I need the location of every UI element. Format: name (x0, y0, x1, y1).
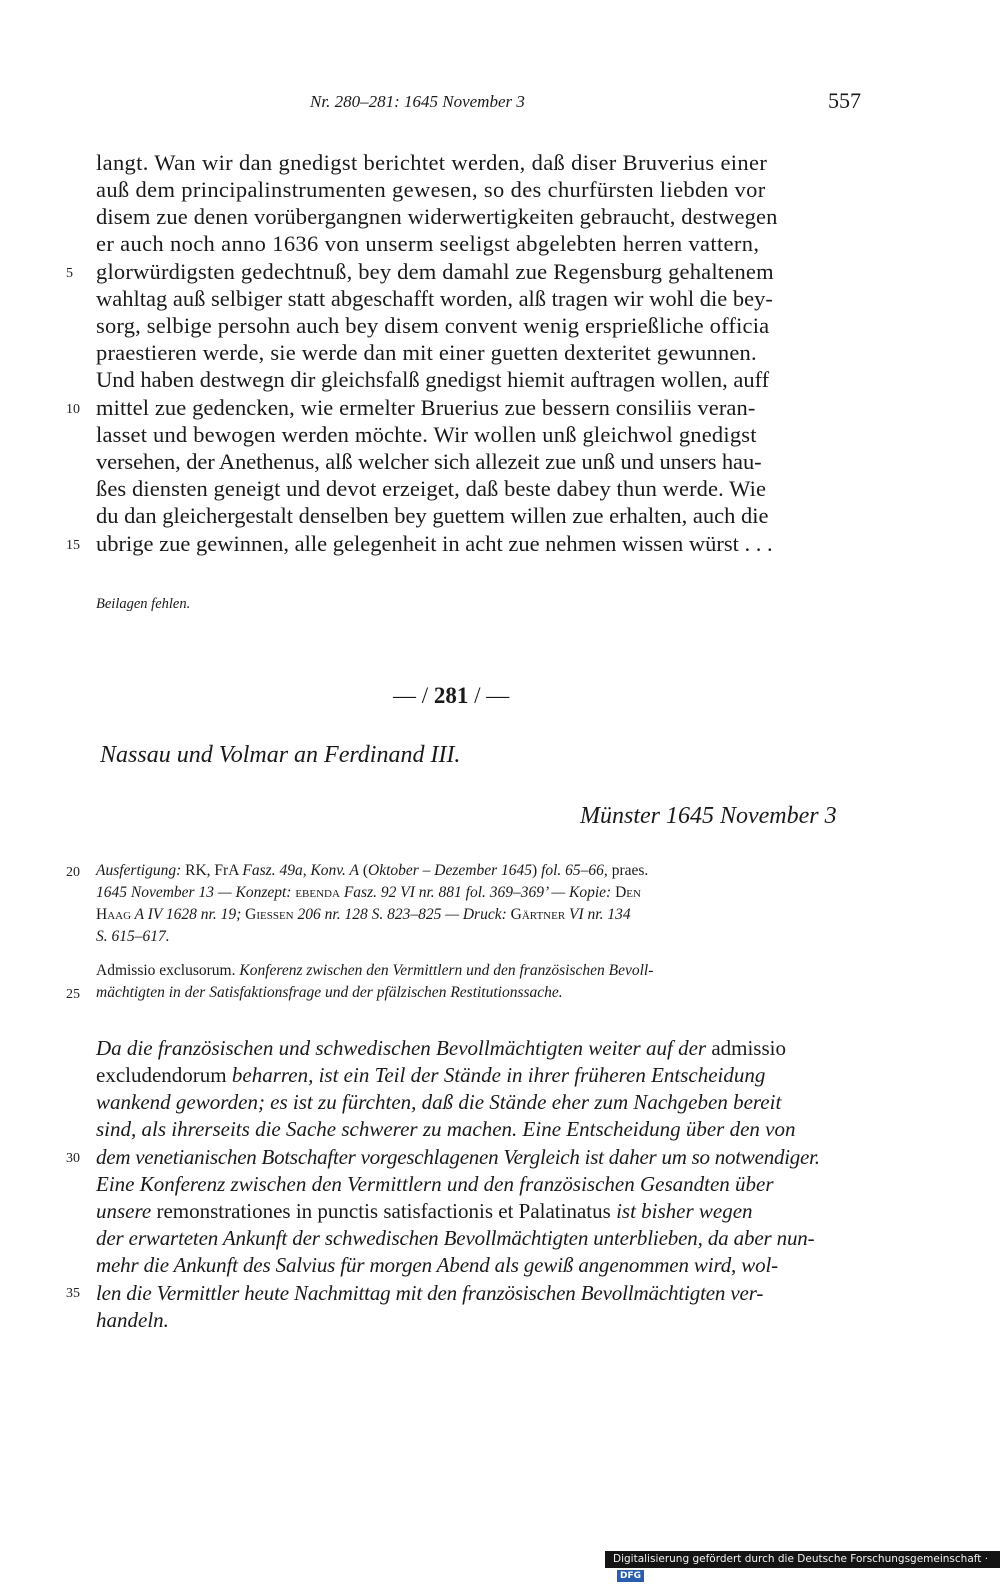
regest-line: Admissio exclusorum. Konferenz zwischen den Vermittlern und den französischen Bevoll- (96, 962, 654, 979)
funding-footer (605, 1551, 1000, 1581)
text-line: Und haben destwegn dir gleichsfalß gnedigst hiemit auftragen wollen, auff (96, 367, 770, 392)
summary-line: sind, als ihrerseits die Sache schwerer zu machen. Eine Entscheidung über den von (96, 1117, 796, 1141)
summary-line: unsere remonstrationes in punctis satisfactionis et Palatinatus ist bisher wegen (96, 1199, 753, 1223)
line-number: 15 (66, 538, 80, 553)
apparatus-line: 1645 November 13 — Konzept: ebenda Fasz. 92 VI nr. 881 fol. 369–369’ — Kopie: Den (96, 884, 641, 901)
line-number: 30 (66, 1151, 80, 1166)
text-line: auß dem principalinstrumenten gewesen, so des churfürsten liebden vor (96, 177, 766, 202)
apparatus-line: Haag A IV 1628 nr. 19; Giessen 206 nr. 128 S. 823–825 — Druck: Gärtner VI nr. 134 (96, 906, 631, 923)
summary-line: mehr die Ankunft des Salvius für morgen Abend als gewiß angenommen wird, wol- (96, 1253, 778, 1277)
text-line: mittel zue gedencken, wie ermelter Bruerius zue bessern consiliis veran- (96, 395, 756, 420)
enclosures-note: Beilagen fehlen. (96, 596, 191, 612)
summary-line: wankend geworden; es ist zu fürchten, daß die Stände eher zum Nachgeben bereit (96, 1090, 782, 1114)
text-line: langt. Wan wir dan gnedigst berichtet werden, daß diser Bruverius einer (96, 150, 768, 175)
text-line: praestieren werde, sie werde dan mit einer guetten dexteritet gewunnen. (96, 340, 757, 365)
summary-line: excludendorum beharren, ist ein Teil der Stände in ihrer früheren Entscheidung (96, 1063, 766, 1087)
text-line: ubrige zue gewinnen, alle gelegenheit in acht zue nehmen wissen würst . . . (96, 531, 773, 556)
number-dash-right: / — (474, 683, 510, 708)
summary-line: Eine Konferenz zwischen den Vermittlern und den französischen Gesandten über (96, 1172, 774, 1196)
regest-line: mächtigten in der Satisfaktionsfrage und der pfälzischen Restitutionssache. (96, 984, 563, 1001)
footer-text: Digitalisierung gefördert durch die Deutsche Forschungsgemeinschaft · (613, 1553, 989, 1565)
summary-line: len die Vermittler heute Nachmittag mit den französischen Bevollmächtigten ver- (96, 1281, 764, 1305)
text-line: lasset und bewogen werden möchte. Wir wollen unß gleichwol gnedigst (96, 422, 757, 447)
text-line: versehen, der Anethenus, alß welcher sich allezeit zue unß und unsers hau- (96, 449, 762, 474)
line-number: 10 (66, 402, 80, 417)
number-dash-left: — / (393, 683, 429, 708)
text-line: du dan gleichergestalt denselben bey guettem willen zue erhalten, auch die (96, 503, 769, 528)
text-line: ßes diensten geneigt und devot erzeiget, daß beste dabey thun werde. Wie (96, 476, 767, 501)
page-number: 557 (828, 88, 861, 113)
line-number: 25 (66, 987, 80, 1002)
text-line: sorg, selbige persohn auch bey disem convent wenig ersprießliche officia (96, 313, 770, 338)
line-number: 35 (66, 1286, 80, 1301)
summary-line: der erwarteten Ankunft der schwedischen Bevollmächtigten unterblieben, da aber nun- (96, 1226, 815, 1250)
text-line: wahltag auß selbiger statt abgeschafft worden, alß tragen wir wohl die bey- (96, 286, 773, 311)
summary-line: dem venetianischen Botschafter vorgeschlagenen Vergleich ist daher um so notwendiger. (96, 1145, 820, 1169)
running-head: Nr. 280–281: 1645 November 3 (310, 92, 525, 111)
document-number-value: 281 (433, 683, 469, 708)
summary-line: handeln. (96, 1308, 169, 1332)
document-number (393, 683, 509, 709)
text-line: glorwürdigsten gedechtnuß, bey dem damahl zue Regensburg gehaltenem (96, 259, 774, 284)
line-number: 5 (66, 266, 73, 281)
dfg-logo-icon: DFG (617, 1570, 644, 1582)
document-title: Nassau und Volmar an Ferdinand III. (100, 742, 461, 768)
text-line: disem zue denen vorübergangnen widerwertigkeiten gebraucht, destwegen (96, 204, 778, 229)
apparatus-line: Ausfertigung: RK, FrA Fasz. 49a, Konv. A (Oktober – Dezember 1645) fol. 65–66, praes. (96, 862, 649, 879)
document-dateline: Münster 1645 November 3 (580, 803, 837, 829)
apparatus-line: S. 615–617. (96, 928, 170, 945)
text-line: er auch noch anno 1636 von unserm seeligst abgelebten herren vattern, (96, 231, 760, 256)
line-number: 20 (66, 865, 80, 880)
summary-line: Da die französischen und schwedischen Bevollmächtigten weiter auf der admissio (96, 1036, 786, 1060)
